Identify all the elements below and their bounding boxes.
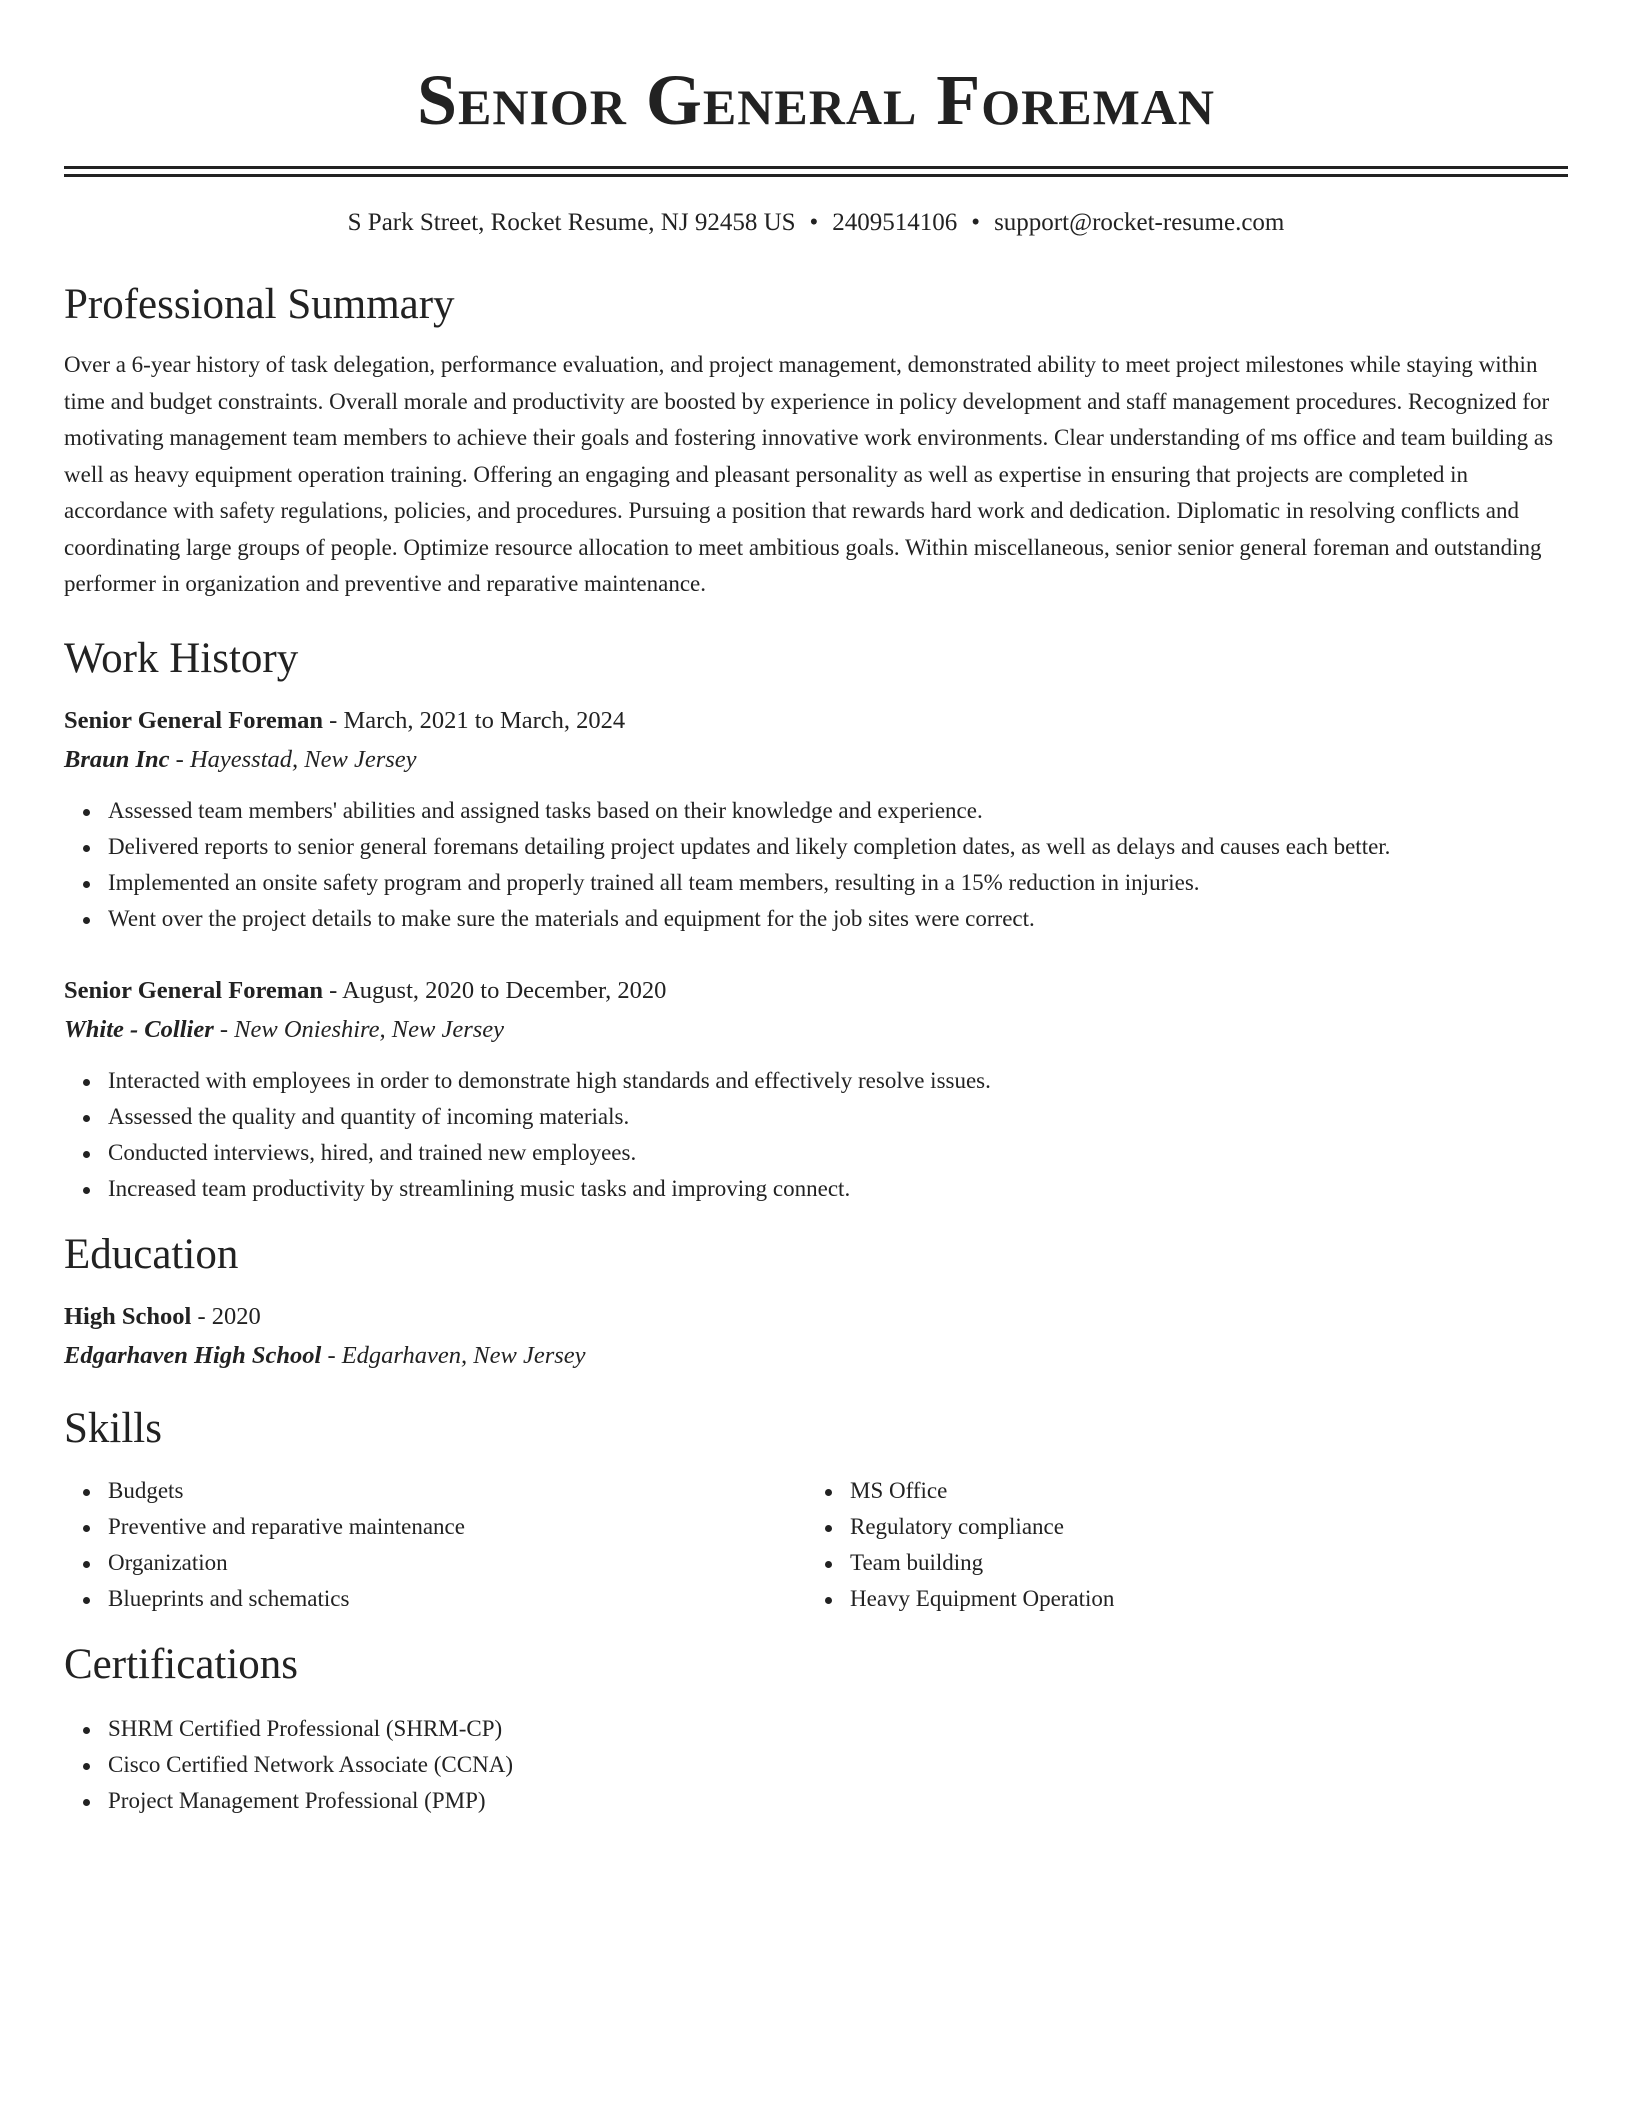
job-company-line — [64, 740, 1568, 779]
job-company: Braun Inc — [64, 745, 170, 773]
skills-heading: Skills — [64, 1404, 162, 1452]
job-company-line — [64, 1010, 1568, 1049]
job-bullet: Interacted with employees in order to demonstrate high standards and effectively resolve issues. — [108, 1063, 1568, 1099]
job-title-line — [64, 971, 1568, 1010]
job-bullet-list — [64, 793, 1568, 937]
summary-text: Over a 6-year history of task delegation, performance evaluation, and project management, demonstrated ability to meet project milestones while staying within time and budget constraints. Overall morale and productivity are boosted by experience in policy development and staff management procedures. Recognized for motivating management team members to achieve their goals and fostering innovative work environments. Clear understanding of ms office and team building as well as heavy equipment operation training. Offering an engaging and pleasant personality as well as expertise in ensuring that projects are completed in accordance with safety regulations, policies, and procedures. Pursuing a position that rewards hard work and dedication. Diplomatic in resolving conflicts and coordinating large groups of people. Optimize resource allocation to meet ambitious goals. Within miscellaneous, senior senior general foreman and outstanding performer in organization and preventive and reparative maintenance. — [64, 352, 1554, 596]
header-double-rule — [64, 166, 1568, 177]
job-bullet: Conducted interviews, hired, and trained new employees. — [108, 1135, 1568, 1171]
certifications-list — [64, 1711, 1568, 1819]
contact-email: support@rocket-resume.com — [994, 209, 1285, 236]
job-bullet: Increased team productivity by streamlining music tasks and improving connect. — [108, 1171, 1568, 1207]
contact-separator: • — [809, 209, 819, 236]
job-role: Senior General Foreman — [64, 976, 324, 1004]
contact-line — [64, 207, 1568, 239]
skills-section — [64, 1401, 1568, 1617]
certifications-heading: Certifications — [64, 1640, 299, 1688]
skills-grid — [64, 1473, 1568, 1617]
certification-item: SHRM Certified Professional (SHRM-CP) — [108, 1711, 1568, 1747]
education-degree-line — [64, 1297, 1568, 1336]
job-title-line — [64, 701, 1568, 740]
skill-item: Blueprints and schematics — [108, 1581, 806, 1617]
job-bullet: Implemented an onsite safety program and properly trained all team members, resulting in a 15% reduction in injuries. — [108, 865, 1568, 901]
work-history-section — [64, 631, 1568, 1207]
job-dates: - August, 2020 to December, 2020 — [323, 976, 667, 1004]
education-school: Edgarhaven High School — [64, 1341, 322, 1369]
job-bullet: Assessed team members' abilities and assigned tasks based on their knowledge and experience. — [108, 793, 1568, 829]
education-entry — [64, 1297, 1568, 1375]
job-company: White - Collier — [64, 1015, 214, 1043]
contact-phone: 2409514106 — [832, 209, 958, 236]
certification-item: Cisco Certified Network Associate (CCNA) — [108, 1747, 1568, 1783]
certifications-section — [64, 1637, 1568, 1819]
job-bullet-list — [64, 1063, 1568, 1207]
education-location: - Edgarhaven, New Jersey — [321, 1341, 586, 1369]
job-bullet: Assessed the quality and quantity of incoming materials. — [108, 1099, 1568, 1135]
education-heading: Education — [64, 1230, 239, 1278]
job-bullet: Went over the project details to make sure the materials and equipment for the job sites were correct. — [108, 901, 1568, 937]
skill-item: MS Office — [850, 1473, 1548, 1509]
job-dates: - March, 2021 to March, 2024 — [323, 706, 626, 734]
skills-list — [64, 1473, 806, 1617]
education-school-line — [64, 1336, 1568, 1375]
education-degree: High School — [64, 1302, 192, 1330]
education-year: - 2020 — [191, 1302, 261, 1330]
job-role: Senior General Foreman — [64, 706, 324, 734]
skill-item: Team building — [850, 1545, 1548, 1581]
job-location: - Hayesstad, New Jersey — [169, 745, 417, 773]
job-bullet: Delivered reports to senior general foremans detailing project updates and likely completion dates, as well as delays and causes each better. — [108, 829, 1568, 865]
education-section — [64, 1227, 1568, 1375]
contact-address: S Park Street, Rocket Resume, NJ 92458 US — [347, 209, 796, 236]
job-location: - New Onieshire, New Jersey — [213, 1015, 505, 1043]
skills-list — [806, 1473, 1548, 1617]
resume-name: Senior General Foreman — [416, 60, 1216, 140]
summary-section — [64, 277, 1568, 603]
skill-item: Budgets — [108, 1473, 806, 1509]
skill-item: Heavy Equipment Operation — [850, 1581, 1548, 1617]
contact-separator: • — [971, 209, 981, 236]
certification-item: Project Management Professional (PMP) — [108, 1783, 1568, 1819]
job-entry — [64, 971, 1568, 1207]
skill-item: Organization — [108, 1545, 806, 1581]
skill-item: Regulatory compliance — [850, 1509, 1548, 1545]
skills-column-right — [806, 1473, 1548, 1617]
skills-column-left — [64, 1473, 806, 1617]
work-history-heading: Work History — [64, 634, 299, 682]
summary-heading: Professional Summary — [64, 281, 455, 328]
skill-item: Preventive and reparative maintenance — [108, 1509, 806, 1545]
job-entry — [64, 701, 1568, 937]
